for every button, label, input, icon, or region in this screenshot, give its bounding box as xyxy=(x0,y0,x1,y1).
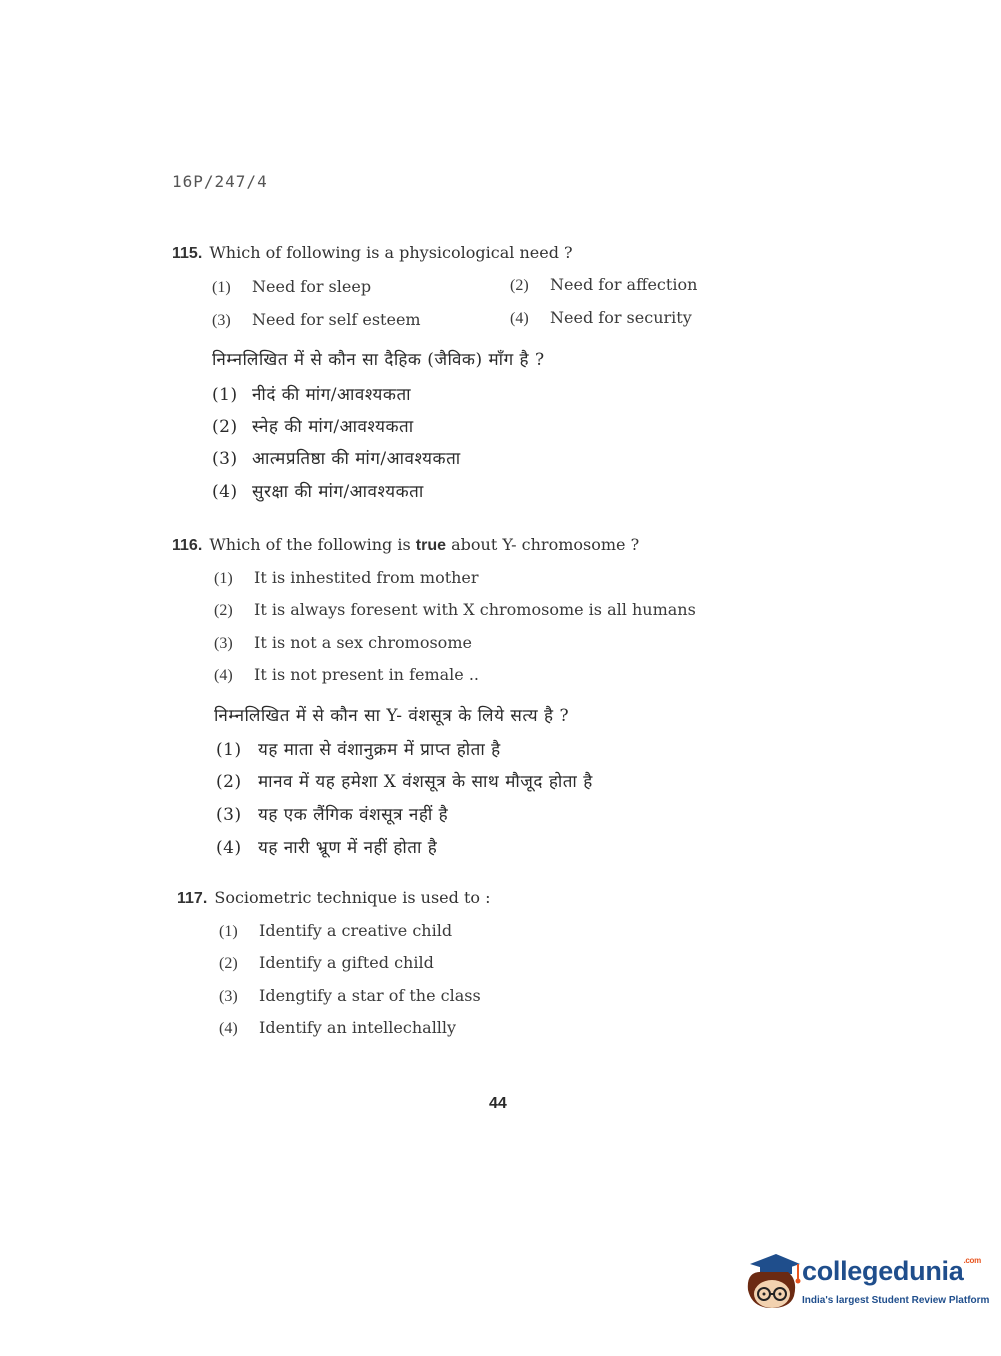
option-3: (3) Idengtify a star of the class xyxy=(219,986,481,1005)
question-text-post: about Y- chromosome ? xyxy=(446,535,640,554)
mascot-icon xyxy=(742,1250,802,1316)
question-text: Which of following is a physicological need ? xyxy=(209,243,573,262)
option-3: (3) It is not a sex chromosome xyxy=(214,633,472,652)
page-code: 16P/247/4 xyxy=(172,172,268,191)
hindi-option-1: (1) नीदं की मांग/आवश्यकता xyxy=(212,385,412,405)
question-text-bold: true xyxy=(415,537,447,554)
question-number: 115. xyxy=(172,245,203,262)
question-text-pre: Which of the following is xyxy=(209,535,416,554)
question-117 xyxy=(177,888,491,908)
hindi-option-2: (2) स्नेह की मांग/आवश्यकता xyxy=(212,417,414,437)
option-4: (4) It is not present in female .. xyxy=(214,665,480,684)
option-2: (2) Identify a gifted child xyxy=(219,953,434,972)
question-text: Sociometric technique is used to : xyxy=(214,888,491,907)
option-1: (1) It is inhestited from mother xyxy=(214,568,479,587)
page-number: 44 xyxy=(489,1095,507,1112)
option-1: (1) Need for sleep xyxy=(212,277,372,296)
option-4: (4) Need for security xyxy=(510,308,692,327)
hindi-option-1: (1) यह माता से वंशानुक्रम में प्राप्त होता है xyxy=(216,740,501,760)
hindi-option-2: (2) मानव में यह हमेशा X वंशसूत्र के साथ मौजूद होता है xyxy=(216,772,593,792)
question-number: 117. xyxy=(177,890,208,907)
question-116 xyxy=(172,535,639,555)
hindi-option-3: (3) यह एक लैंगिक वंशसूत्र नहीं है xyxy=(216,805,449,825)
hindi-question: निम्नलिखित में से कौन सा दैहिक (जैविक) माँग है ? xyxy=(212,350,545,370)
brand-name: collegedunia$^{.com}$ xyxy=(802,1256,981,1286)
brand-tagline: India's largest Student Review Platform xyxy=(802,1295,990,1306)
option-1: (1) Identify a creative child xyxy=(219,921,453,940)
hindi-option-4: (4) यह नारी भ्रूण में नहीं होता है xyxy=(216,838,438,858)
option-2: (2) It is always foresent with X chromosome is all humans xyxy=(214,600,696,619)
collegedunia-logo xyxy=(742,1250,990,1316)
hindi-option-4: (4) सुरक्षा की मांग/आवश्यकता xyxy=(212,482,424,502)
option-2: (2) Need for affection xyxy=(510,275,698,294)
option-3: (3) Need for self esteem xyxy=(212,310,421,329)
option-4: (4) Identify an intellechallly xyxy=(219,1018,457,1037)
hindi-option-3: (3) आत्मप्रतिष्ठा की मांग/आवश्यकता xyxy=(212,449,461,469)
hindi-question: निम्नलिखित में से कौन सा Y- वंशसूत्र के लिये सत्य है ? xyxy=(214,706,570,726)
question-115 xyxy=(172,243,573,263)
question-number: 116. xyxy=(172,537,203,554)
